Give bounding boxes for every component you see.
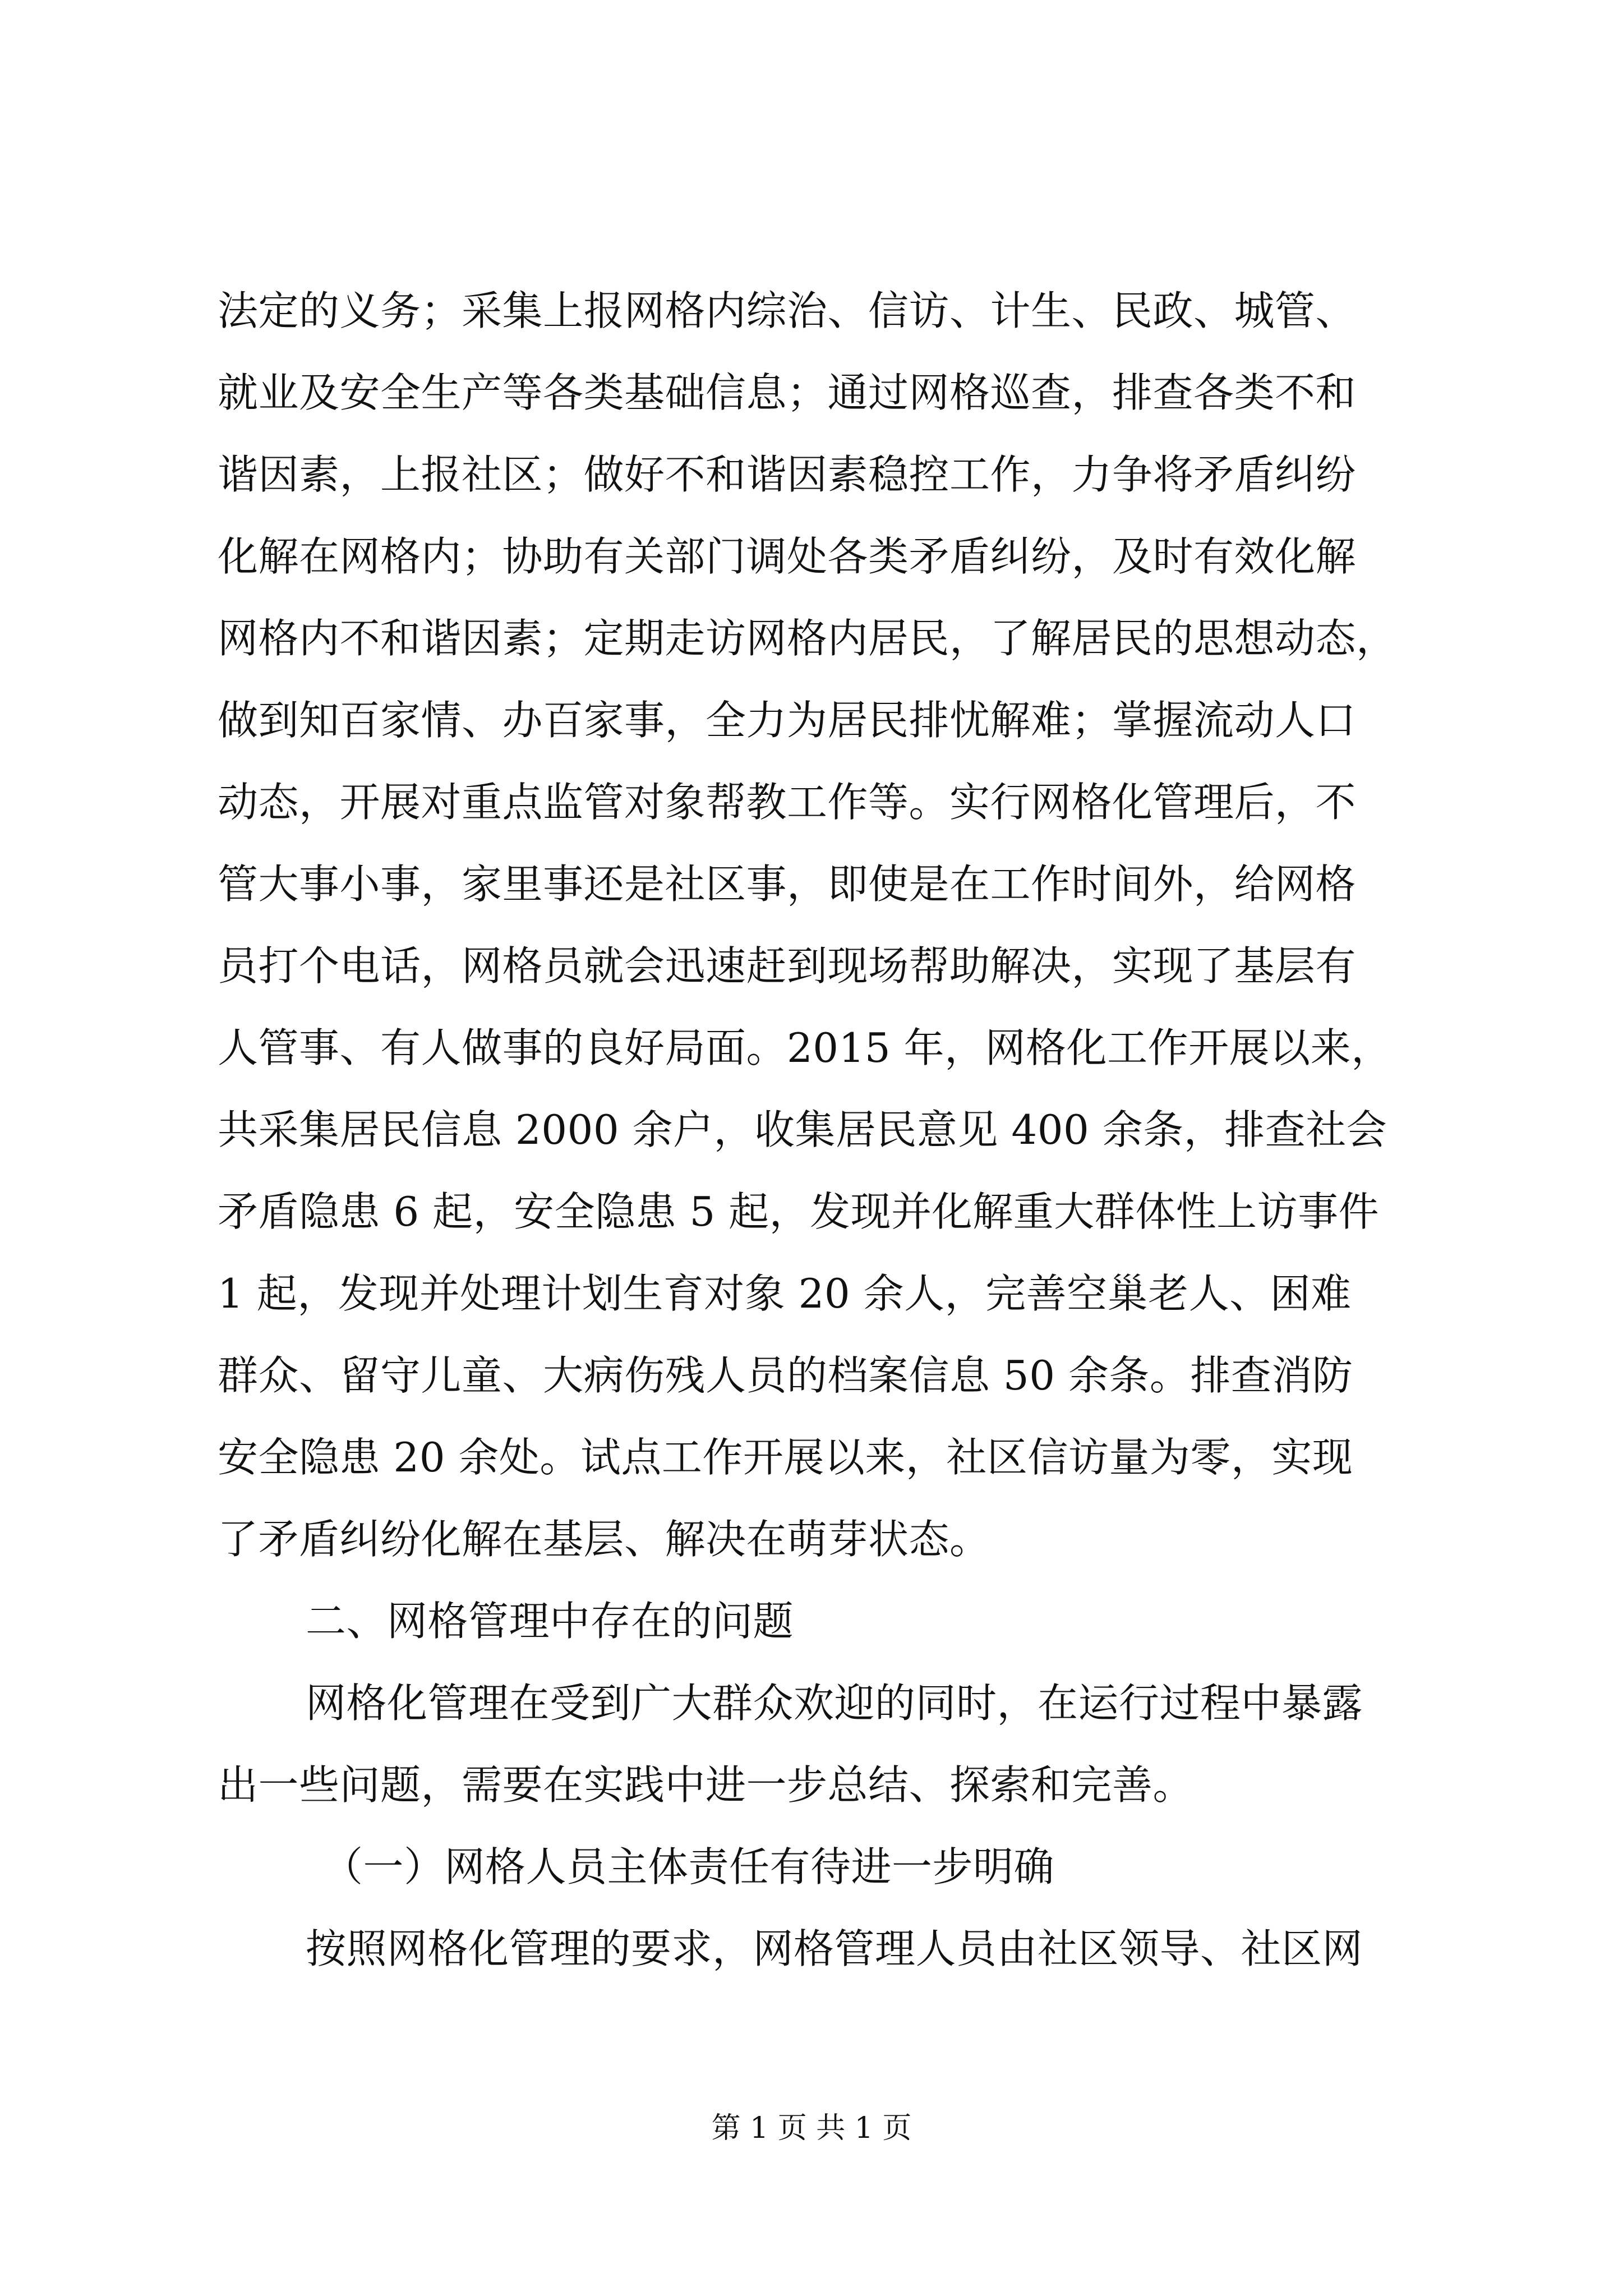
body-line: 法定的义务；采集上报网格内综治、信访、计生、民政、城管、 [218, 287, 1357, 334]
body-line: 群众、留守儿童、大病伤残人员的档案信息 50 余条。排查消防 [218, 1352, 1353, 1399]
section-heading: 二、网格管理中存在的问题 [306, 1598, 794, 1645]
body-line: 化解在网格内；协助有关部门调处各类矛盾纠纷，及时有效化解 [218, 533, 1357, 580]
intro-line: 网格化管理在受到广大群众欢迎的同时，在运行过程中暴露 [306, 1680, 1363, 1727]
body-line: 1 起，发现并处理计划生育对象 20 余人，完善空巢老人、困难 [218, 1270, 1352, 1317]
body-line: 人管事、有人做事的良好局面。2015 年，网格化工作开展以来， [218, 1024, 1392, 1071]
body-line: 了矛盾纠纷化解在基层、解决在萌芽状态。 [218, 1516, 990, 1563]
body-line: 谐因素，上报社区；做好不和谐因素稳控工作，力争将矛盾纠纷 [218, 451, 1357, 498]
body-line: 就业及安全生产等各类基础信息；通过网格巡查，排查各类不和 [218, 369, 1357, 416]
body-line: 做到知百家情、办百家事，全力为居民排忧解难；掌握流动人口 [218, 697, 1357, 744]
body-line: 按照网格化管理的要求，网格管理人员由社区领导、社区网 [306, 1925, 1363, 1972]
intro-line: 出一些问题，需要在实践中进一步总结、探索和完善。 [218, 1761, 1194, 1809]
body-line: 安全隐患 20 余处。试点工作开展以来，社区信访量为零，实现 [218, 1434, 1353, 1481]
body-line: 员打个电话，网格员就会迅速赶到现场帮助解决，实现了基层有 [218, 942, 1357, 990]
body-line: 共采集居民信息 2000 余户，收集居民意见 400 余条，排查社会 [218, 1106, 1387, 1153]
subsection-heading: （一）网格人员主体责任有待进一步明确 [322, 1843, 1055, 1890]
body-line: 网格内不和谐因素；定期走访网格内居民，了解居民的思想动态， [218, 615, 1397, 662]
body-line: 动态，开展对重点监管对象帮教工作等。实行网格化管理后，不 [218, 779, 1357, 826]
page-footer: 第 1 页 共 1 页 [711, 2111, 912, 2145]
body-line: 管大事小事，家里事还是社区事，即使是在工作时间外，给网格 [218, 861, 1357, 908]
body-line: 矛盾隐患 6 起，安全隐患 5 起，发现并化解重大群体性上访事件 [218, 1188, 1380, 1235]
